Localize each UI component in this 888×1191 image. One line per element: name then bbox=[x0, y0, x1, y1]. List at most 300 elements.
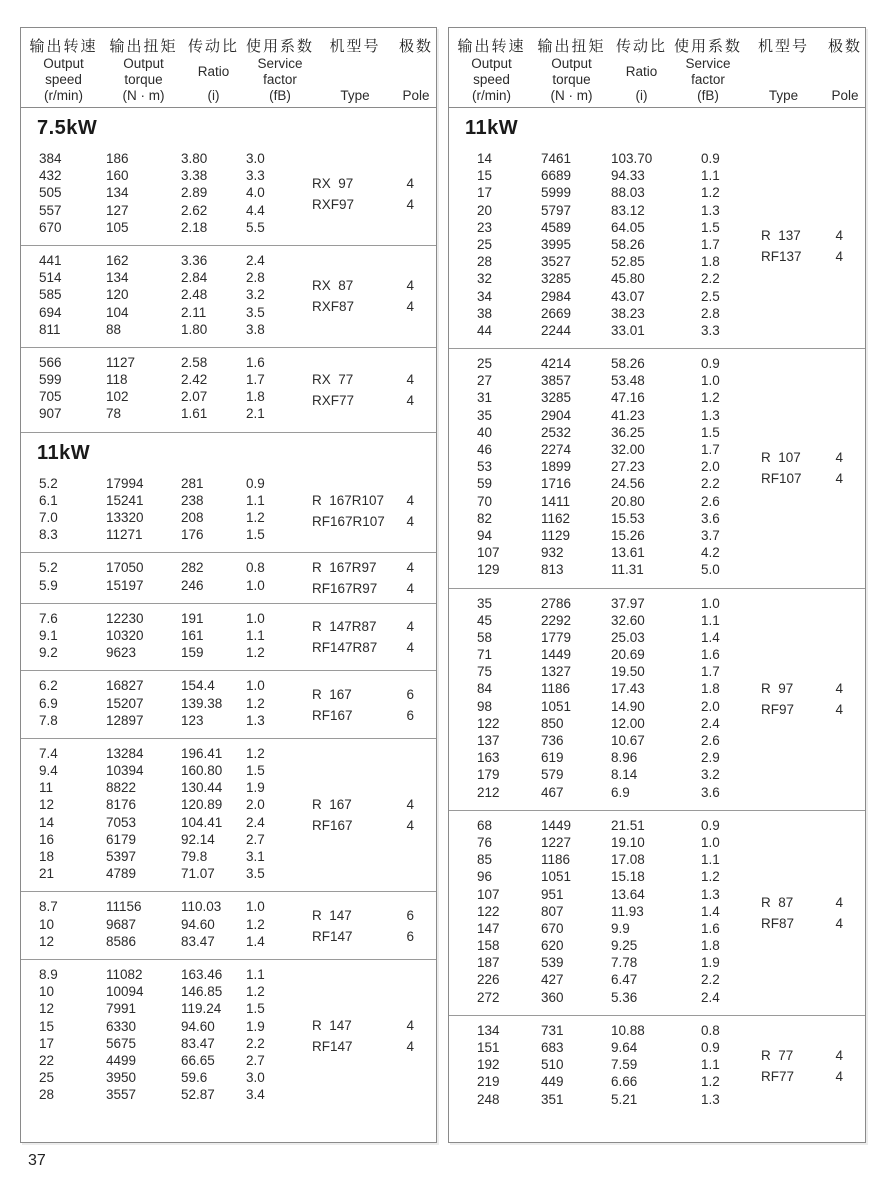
pole-value: 4 bbox=[406, 278, 414, 294]
cell-output-torque: 134 bbox=[106, 185, 129, 201]
type-pole-line bbox=[761, 913, 865, 934]
table-row bbox=[449, 561, 865, 578]
header-en bbox=[43, 56, 84, 88]
cell-service-factor: 2.0 bbox=[701, 698, 720, 714]
cell-service-factor: 4.4 bbox=[246, 202, 265, 218]
cell-service-factor: 0.9 bbox=[701, 817, 720, 833]
type-pole-block bbox=[761, 447, 865, 489]
type-pole-line bbox=[312, 578, 436, 599]
cell-service-factor: 1.9 bbox=[246, 780, 265, 796]
cell-output-torque: 2904 bbox=[541, 407, 572, 423]
cell-ratio: 94.33 bbox=[611, 168, 645, 184]
type-pole-line bbox=[761, 468, 865, 489]
cell-service-factor: 1.5 bbox=[701, 424, 720, 440]
cell-output-torque: 539 bbox=[541, 955, 564, 971]
type-label: R 77 bbox=[761, 1048, 794, 1064]
cell-service-factor: 1.2 bbox=[246, 645, 265, 661]
cell-service-factor: 1.6 bbox=[701, 647, 720, 663]
table-row bbox=[449, 355, 865, 372]
cell-ratio: 208 bbox=[181, 510, 204, 525]
cell-output-speed: 248 bbox=[477, 1091, 500, 1107]
cell-ratio: 45.80 bbox=[611, 271, 645, 287]
cell-ratio: 17.08 bbox=[611, 852, 645, 868]
table-row bbox=[449, 270, 865, 287]
cell-output-torque: 2274 bbox=[541, 442, 572, 457]
cell-service-factor: 1.1 bbox=[246, 966, 265, 982]
pole-value: 4 bbox=[835, 915, 843, 931]
pole-value: 4 bbox=[406, 197, 414, 213]
cell-output-torque: 120 bbox=[106, 287, 129, 303]
column-header-0 bbox=[449, 35, 534, 103]
cell-output-torque: 807 bbox=[541, 903, 564, 919]
cell-service-factor: 2.2 bbox=[701, 271, 720, 287]
cell-service-factor: 2.4 bbox=[246, 814, 265, 830]
pole-value: 4 bbox=[835, 1069, 843, 1085]
cell-service-factor: 1.3 bbox=[701, 886, 720, 902]
cell-ratio: 5.36 bbox=[611, 989, 638, 1005]
header-en-line: Service bbox=[257, 56, 303, 71]
cell-service-factor: 1.1 bbox=[246, 627, 265, 643]
cell-ratio: 7.59 bbox=[611, 1057, 638, 1073]
cell-output-speed: 129 bbox=[477, 562, 500, 578]
table-row bbox=[21, 848, 436, 865]
cell-service-factor: 3.2 bbox=[246, 287, 265, 303]
type-label: RXF77 bbox=[312, 392, 355, 408]
cell-ratio: 246 bbox=[181, 577, 204, 593]
cell-output-speed: 12 bbox=[39, 933, 55, 949]
cell-service-factor: 1.5 bbox=[701, 219, 720, 235]
table-row bbox=[449, 817, 865, 834]
cell-ratio: 1.80 bbox=[181, 321, 208, 337]
cell-service-factor: 2.6 bbox=[701, 733, 720, 748]
cell-output-speed: 25 bbox=[477, 236, 493, 252]
cell-ratio: 2.11 bbox=[181, 304, 207, 320]
type-pole-line bbox=[312, 1015, 436, 1036]
cell-ratio: 58.26 bbox=[611, 356, 645, 372]
table-body bbox=[449, 108, 865, 1117]
type-label: RF167R97 bbox=[312, 581, 378, 597]
cell-ratio: 10.88 bbox=[611, 1022, 645, 1038]
cell-output-torque: 4589 bbox=[541, 219, 572, 235]
cell-output-torque: 9687 bbox=[106, 916, 137, 932]
cell-output-torque: 427 bbox=[541, 972, 564, 988]
cell-output-speed: 7.6 bbox=[39, 610, 58, 626]
cell-output-speed: 384 bbox=[39, 151, 62, 166]
cell-output-torque: 731 bbox=[541, 1022, 564, 1038]
cell-service-factor: 0.9 bbox=[701, 1040, 720, 1055]
header-en bbox=[685, 56, 730, 88]
cell-output-speed: 432 bbox=[39, 168, 62, 184]
cell-output-speed: 694 bbox=[39, 304, 62, 320]
spec-group bbox=[449, 144, 865, 348]
cell-output-speed: 8.9 bbox=[39, 966, 58, 982]
header-en bbox=[198, 56, 230, 88]
cell-output-speed: 705 bbox=[39, 389, 62, 405]
cell-output-torque: 13284 bbox=[106, 745, 144, 761]
cell-ratio: 53.48 bbox=[611, 373, 645, 389]
cell-output-torque: 2786 bbox=[541, 595, 572, 611]
cell-output-torque: 4214 bbox=[541, 356, 572, 372]
table-row bbox=[21, 865, 436, 882]
cell-ratio: 11.93 bbox=[611, 903, 644, 919]
cell-service-factor: 1.0 bbox=[246, 678, 265, 694]
type-pole-line bbox=[312, 905, 436, 926]
cell-output-speed: 76 bbox=[477, 834, 493, 850]
cell-output-speed: 21 bbox=[39, 866, 55, 882]
cell-output-torque: 1899 bbox=[541, 459, 572, 475]
spec-group bbox=[449, 349, 865, 587]
cell-service-factor: 2.8 bbox=[701, 305, 720, 321]
spec-group bbox=[21, 469, 436, 553]
cell-output-torque: 4789 bbox=[106, 866, 137, 882]
header-en-line: Output bbox=[471, 56, 512, 71]
cell-ratio: 36.25 bbox=[611, 424, 645, 440]
cell-output-torque: 449 bbox=[541, 1074, 564, 1090]
type-pole-line bbox=[312, 194, 436, 215]
cell-service-factor: 1.0 bbox=[246, 899, 265, 915]
header-en-line: Output bbox=[551, 56, 592, 71]
pole-value: 4 bbox=[835, 702, 843, 718]
cell-output-speed: 25 bbox=[39, 1070, 55, 1086]
cell-ratio: 15.18 bbox=[611, 869, 645, 885]
type-pole-line bbox=[312, 296, 436, 317]
cell-service-factor: 1.2 bbox=[246, 916, 265, 932]
cell-service-factor: 1.1 bbox=[701, 852, 720, 868]
cell-output-torque: 118 bbox=[106, 372, 128, 388]
cell-ratio: 94.60 bbox=[181, 916, 215, 932]
type-label: RF147 bbox=[312, 1039, 353, 1055]
cell-service-factor: 3.5 bbox=[246, 866, 265, 882]
cell-output-torque: 8822 bbox=[106, 780, 137, 796]
cell-output-torque: 360 bbox=[541, 989, 564, 1005]
cell-output-speed: 6.1 bbox=[39, 492, 58, 508]
type-label: R 147 bbox=[312, 907, 352, 923]
table-row bbox=[449, 868, 865, 885]
table-row bbox=[449, 595, 865, 612]
cell-service-factor: 0.9 bbox=[246, 475, 265, 491]
power-heading: 7.5kW bbox=[37, 117, 98, 139]
cell-output-torque: 3557 bbox=[106, 1087, 137, 1103]
table-row bbox=[449, 732, 865, 749]
header-unit: (N · m) bbox=[122, 88, 165, 103]
cell-service-factor: 1.5 bbox=[246, 763, 265, 779]
type-label: R 87 bbox=[761, 894, 794, 910]
table-row bbox=[21, 321, 436, 338]
cell-service-factor: 2.9 bbox=[701, 750, 720, 766]
cell-output-torque: 17050 bbox=[106, 560, 144, 576]
cell-output-speed: 96 bbox=[477, 869, 493, 885]
cell-output-speed: 84 bbox=[477, 681, 493, 697]
cell-output-speed: 38 bbox=[477, 305, 493, 321]
cell-ratio: 33.01 bbox=[611, 322, 645, 338]
cell-output-speed: 31 bbox=[477, 390, 493, 406]
table-row bbox=[21, 762, 436, 779]
pole-value: 4 bbox=[835, 681, 843, 697]
header-zh: 极数 bbox=[398, 38, 433, 55]
cell-output-torque: 15241 bbox=[106, 492, 144, 508]
type-label: RF147 bbox=[312, 928, 353, 944]
pole-value: 4 bbox=[406, 560, 414, 576]
table-row bbox=[449, 510, 865, 527]
type-pole-line bbox=[312, 616, 436, 637]
header-zh: 输出转速 bbox=[457, 38, 526, 55]
cell-output-torque: 1227 bbox=[541, 834, 572, 850]
power-heading: 11kW bbox=[37, 441, 91, 464]
cell-output-torque: 467 bbox=[541, 784, 564, 800]
cell-output-torque: 160 bbox=[106, 168, 129, 184]
spec-group bbox=[21, 960, 436, 1113]
cell-output-speed: 107 bbox=[477, 545, 500, 561]
type-pole-line bbox=[312, 490, 436, 511]
cell-output-speed: 75 bbox=[477, 664, 493, 680]
cell-service-factor: 1.9 bbox=[701, 955, 720, 971]
spec-group bbox=[21, 739, 436, 892]
cell-output-speed: 147 bbox=[477, 920, 500, 936]
spec-group bbox=[21, 246, 436, 347]
table-row bbox=[449, 202, 865, 219]
cell-ratio: 83.47 bbox=[181, 1035, 215, 1051]
cell-service-factor: 1.2 bbox=[701, 869, 720, 885]
type-label: RF167R107 bbox=[312, 513, 385, 529]
cell-service-factor: 1.2 bbox=[246, 510, 265, 525]
header-zh: 输出转速 bbox=[29, 38, 98, 55]
cell-ratio: 119.24 bbox=[181, 1001, 222, 1017]
cell-output-torque: 15197 bbox=[106, 577, 144, 593]
cell-output-torque: 3285 bbox=[541, 271, 572, 287]
cell-output-speed: 5.2 bbox=[39, 560, 58, 576]
cell-output-torque: 951 bbox=[541, 886, 564, 902]
cell-output-torque: 1449 bbox=[541, 647, 572, 663]
cell-ratio: 37.97 bbox=[611, 595, 645, 611]
cell-service-factor: 3.1 bbox=[246, 849, 265, 864]
type-label: R 167R97 bbox=[312, 560, 377, 576]
type-pole-block bbox=[312, 557, 436, 599]
cell-service-factor: 5.5 bbox=[246, 219, 265, 235]
pole-value: 4 bbox=[835, 1048, 843, 1064]
type-label: R 167 bbox=[312, 797, 352, 813]
pole-value: 4 bbox=[835, 249, 843, 265]
cell-output-speed: 10 bbox=[39, 984, 55, 1000]
cell-ratio: 88.03 bbox=[611, 185, 645, 201]
cell-service-factor: 4.2 bbox=[701, 545, 720, 561]
header-unit: Type bbox=[768, 88, 799, 103]
cell-output-torque: 932 bbox=[541, 545, 564, 561]
cell-ratio: 52.85 bbox=[611, 254, 645, 270]
type-pole-line bbox=[312, 637, 436, 658]
cell-ratio: 9.9 bbox=[611, 920, 630, 936]
cell-output-speed: 15 bbox=[477, 168, 493, 184]
cell-ratio: 64.05 bbox=[611, 219, 645, 235]
header-en-line: speed bbox=[473, 72, 510, 87]
cell-output-torque: 5675 bbox=[106, 1035, 137, 1051]
header-en-line: speed bbox=[45, 72, 82, 87]
cell-output-speed: 59 bbox=[477, 476, 493, 492]
type-pole-line bbox=[312, 684, 436, 705]
cell-service-factor: 2.0 bbox=[701, 459, 720, 475]
cell-service-factor: 1.0 bbox=[701, 834, 720, 850]
type-pole-line bbox=[312, 275, 436, 296]
cell-service-factor: 1.3 bbox=[701, 407, 720, 423]
cell-output-torque: 102 bbox=[106, 389, 129, 405]
type-pole-line bbox=[761, 246, 865, 267]
cell-ratio: 15.53 bbox=[611, 510, 645, 526]
cell-output-speed: 585 bbox=[39, 287, 62, 303]
table-row bbox=[21, 1086, 436, 1103]
type-pole-block bbox=[312, 173, 436, 215]
header-zh: 传动比 bbox=[615, 38, 667, 55]
cell-output-torque: 736 bbox=[541, 733, 564, 748]
cell-output-torque: 1411 bbox=[541, 493, 571, 509]
cell-service-factor: 3.8 bbox=[246, 321, 265, 337]
header-unit: (fB) bbox=[269, 88, 291, 103]
cell-output-torque: 2669 bbox=[541, 305, 572, 321]
pole-value: 4 bbox=[835, 450, 843, 466]
cell-service-factor: 1.6 bbox=[246, 354, 265, 370]
cell-output-speed: 907 bbox=[39, 406, 62, 422]
cell-ratio: 21.51 bbox=[611, 817, 645, 833]
cell-ratio: 3.80 bbox=[181, 151, 208, 166]
pole-value: 4 bbox=[406, 371, 414, 387]
cell-service-factor: 0.9 bbox=[701, 151, 720, 166]
cell-ratio: 3.38 bbox=[181, 168, 208, 184]
cell-output-torque: 1779 bbox=[541, 629, 572, 645]
cell-ratio: 27.23 bbox=[611, 459, 645, 475]
type-label: RX 77 bbox=[312, 371, 354, 387]
pole-value: 4 bbox=[406, 513, 414, 529]
table-row bbox=[449, 954, 865, 971]
cell-output-torque: 5999 bbox=[541, 185, 572, 201]
spec-group bbox=[449, 589, 865, 810]
cell-output-speed: 7.8 bbox=[39, 712, 58, 728]
cell-service-factor: 1.7 bbox=[701, 236, 720, 252]
pole-value: 4 bbox=[406, 619, 414, 635]
cell-output-torque: 351 bbox=[541, 1091, 564, 1107]
cell-output-torque: 12230 bbox=[106, 610, 144, 626]
header-en-line: Output bbox=[43, 56, 84, 71]
type-pole-block bbox=[312, 490, 436, 532]
cell-service-factor: 0.8 bbox=[701, 1022, 720, 1038]
cell-ratio: 25.03 bbox=[611, 629, 645, 645]
cell-service-factor: 3.0 bbox=[246, 151, 265, 166]
cell-output-speed: 70 bbox=[477, 493, 493, 509]
cell-output-speed: 557 bbox=[39, 202, 62, 218]
table-row bbox=[449, 493, 865, 510]
cell-service-factor: 1.0 bbox=[701, 595, 720, 611]
page-number: 37 bbox=[28, 1152, 46, 1169]
cell-service-factor: 2.4 bbox=[701, 715, 720, 731]
type-label: RX 87 bbox=[312, 278, 354, 294]
cell-ratio: 79.8 bbox=[181, 849, 208, 864]
cell-ratio: 196.41 bbox=[181, 745, 223, 761]
header-en-line: torque bbox=[124, 72, 163, 87]
cell-ratio: 83.12 bbox=[611, 202, 645, 218]
cell-ratio: 19.10 bbox=[611, 834, 645, 850]
type-label: RF167 bbox=[312, 707, 353, 723]
cell-output-speed: 187 bbox=[477, 955, 500, 971]
cell-output-speed: 811 bbox=[39, 321, 61, 337]
cell-output-speed: 14 bbox=[477, 151, 493, 166]
type-pole-line bbox=[312, 705, 436, 726]
type-pole-line bbox=[761, 225, 865, 246]
spec-group bbox=[21, 604, 436, 671]
table-row bbox=[449, 629, 865, 646]
cell-ratio: 120.89 bbox=[181, 797, 223, 813]
cell-ratio: 38.23 bbox=[611, 305, 645, 321]
cell-service-factor: 2.7 bbox=[246, 831, 265, 847]
cell-service-factor: 2.5 bbox=[701, 288, 720, 304]
type-label: R 167 bbox=[312, 686, 352, 702]
cell-service-factor: 1.6 bbox=[701, 920, 720, 936]
table-row bbox=[449, 424, 865, 441]
cell-output-torque: 1716 bbox=[541, 476, 572, 492]
header-zh: 传动比 bbox=[187, 38, 239, 55]
cell-output-torque: 3527 bbox=[541, 254, 572, 270]
cell-output-speed: 27 bbox=[477, 373, 493, 389]
cell-service-factor: 1.5 bbox=[246, 527, 265, 543]
cell-output-speed: 122 bbox=[477, 903, 500, 919]
cell-service-factor: 1.9 bbox=[246, 1018, 265, 1034]
table-row bbox=[449, 407, 865, 424]
cell-ratio: 6.66 bbox=[611, 1074, 638, 1090]
header-unit: (i) bbox=[207, 88, 220, 103]
pole-value: 4 bbox=[406, 581, 414, 597]
cell-ratio: 8.96 bbox=[611, 750, 638, 766]
cell-output-torque: 11271 bbox=[106, 527, 143, 543]
cell-output-torque: 7053 bbox=[106, 814, 137, 830]
table-row bbox=[449, 1091, 865, 1108]
cell-output-torque: 1186 bbox=[541, 852, 571, 868]
cell-output-speed: 11 bbox=[39, 780, 54, 796]
cell-output-torque: 134 bbox=[106, 270, 129, 286]
table-row bbox=[449, 372, 865, 389]
cell-ratio: 2.07 bbox=[181, 389, 208, 405]
cell-ratio: 59.6 bbox=[181, 1070, 208, 1086]
header-en-line: factor bbox=[691, 72, 725, 87]
type-label: RXF87 bbox=[312, 299, 355, 315]
pole-value: 6 bbox=[406, 686, 414, 702]
cell-service-factor: 2.6 bbox=[701, 493, 720, 509]
cell-service-factor: 2.4 bbox=[701, 989, 720, 1005]
cell-service-factor: 3.3 bbox=[701, 322, 720, 338]
cell-ratio: 176 bbox=[181, 527, 204, 543]
pole-value: 6 bbox=[406, 707, 414, 723]
cell-service-factor: 1.2 bbox=[701, 390, 720, 406]
header-en bbox=[471, 56, 512, 88]
type-pole-block bbox=[312, 794, 436, 836]
cell-output-torque: 8586 bbox=[106, 933, 137, 949]
cell-ratio: 2.89 bbox=[181, 185, 208, 201]
table-body bbox=[21, 108, 436, 1112]
cell-service-factor: 3.5 bbox=[246, 304, 265, 320]
table-row bbox=[449, 305, 865, 322]
cell-output-speed: 28 bbox=[477, 254, 493, 270]
cell-ratio: 1.61 bbox=[181, 406, 208, 422]
cell-output-speed: 8.7 bbox=[39, 899, 58, 915]
header-en-line: factor bbox=[263, 72, 297, 87]
cell-output-speed: 10 bbox=[39, 916, 55, 932]
type-label: RXF97 bbox=[312, 197, 355, 213]
cell-ratio: 2.58 bbox=[181, 354, 208, 370]
column-header-5 bbox=[396, 35, 436, 103]
cell-service-factor: 1.3 bbox=[701, 202, 720, 218]
cell-ratio: 8.14 bbox=[611, 767, 638, 783]
cell-output-torque: 10394 bbox=[106, 763, 144, 779]
cell-output-torque: 5797 bbox=[541, 202, 572, 218]
cell-output-torque: 1449 bbox=[541, 817, 572, 833]
type-label: R 147R87 bbox=[312, 619, 377, 635]
spec-group bbox=[21, 553, 436, 602]
spec-group bbox=[21, 348, 436, 432]
